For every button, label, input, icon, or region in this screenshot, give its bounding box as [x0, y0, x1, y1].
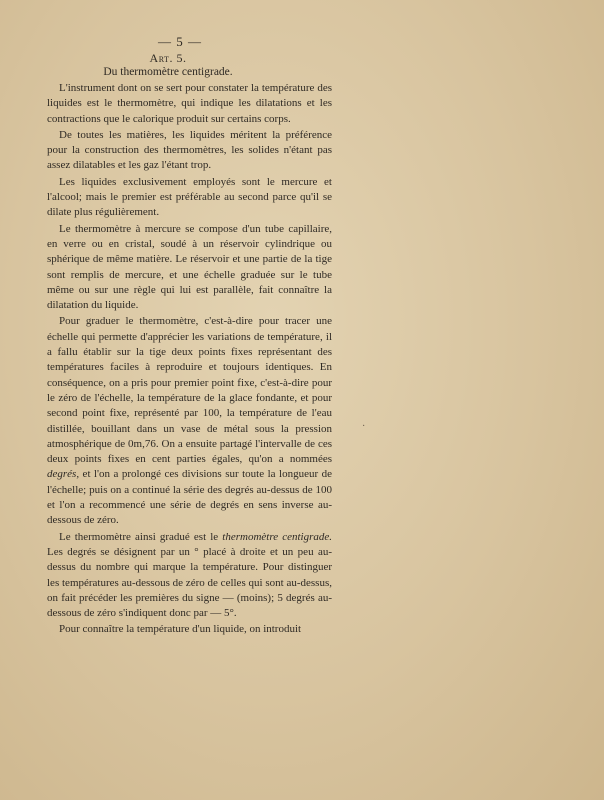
paragraph-5: Pour graduer le thermomètre, c'est-à-dire pour tracer une échelle qui permette d'apprécier les variations de température, il a fallu établir sur la tige deux points fixes représentant des températures faciles à reproduire et toujours identiques. En conséquence, on a pris pour premier point fixe, c'est-à-dire pour le zéro de l'échelle, la température de la glace fondante, et pour second point fixe, représenté par 100, la température de l'eau distillée, bouillant dans un vase de métal sous la pression atmosphérique de 0m,76. On a ensuite partagé l'intervalle de ces deux points fixes en cent parties égales, qu'on a nommées degrés, et l'on a prolongé ces divisions sur toute la longueur de l'échelle; puis on a continué la série des degrés au-dessus de 100 et l'on a recommencé une série de degrés en sens inverse au-dessous de zéro. — [47, 315, 332, 527]
paragraph-1: L'instrument dont on se sert pour constater la température des liquides est le thermomètre, qui indique les dilatations et les contractions que le calorique produit sur certains corps. — [47, 82, 332, 125]
margin-ink-mark: · — [362, 421, 366, 432]
article-heading: Art. 5. — [149, 51, 187, 65]
article-subtitle: Du thermomètre centigrade. — [103, 66, 233, 78]
paragraph-4: Le thermomètre à mercure se compose d'un tube capillaire, en verre ou en cristal, soudé à un réservoir cylindrique ou sphérique de même matière. Le réservoir et une partie de la tige sont remplis de mercure, et une échelle graduée sur le tube même ou sur une règle qui lui est parallèle, fait connaître la dilatation du liquide. — [47, 222, 332, 312]
body-text — [47, 81, 332, 639]
paragraph-3: Les liquides exclusivement employés sont le mercure et l'alcool; mais le premier est préférable au second parce qu'il se dilate plus régulièrement. — [47, 175, 332, 219]
emphasis-thermometre-centigrade: thermomètre centigrade. — [222, 530, 332, 543]
page-number: — 5 — — [158, 34, 202, 49]
emphasis-degres: degrés, — [47, 468, 80, 481]
paragraph-6: Le thermomètre ainsi gradué est le thermomètre centigrade. Les degrés se désignent par un ° placé à droite et un peu au-dessus du nombre qui marque la température. Pour distinguer les températures au-dessous de zéro de celles qui sont au-dessus, on fait précéder les premières du signe — (moins); 5 degrés au-dessous de zéro s'indiquent donc par — 5°. — [47, 530, 332, 620]
paragraph-7: Pour connaître la température d'un liquide, on introduit — [59, 623, 302, 636]
paragraph-2: De toutes les matières, les liquides méritent la préférence pour la construction des thermomètres, les solides n'étant pas assez dilatables et les gaz l'étant trop. — [47, 128, 332, 172]
